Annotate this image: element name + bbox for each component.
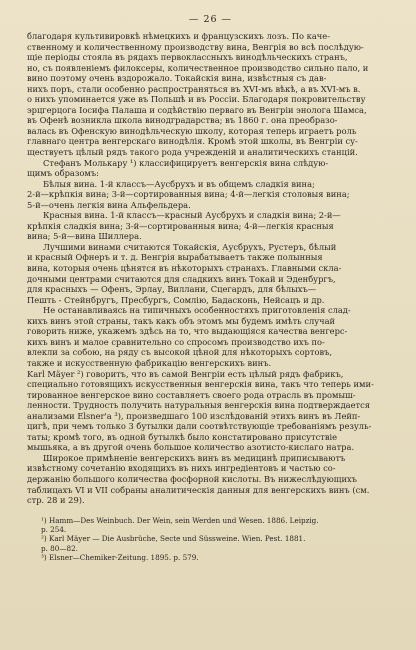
text-line: Лучшими винами считаются Токайскія, Аусбрухъ, Рустеръ, бѣлый xyxy=(43,241,337,252)
text-line: Красныя вина. 1-й классъ—красный Аусбрухъ и сладкія вина; 2-й— xyxy=(43,210,341,221)
text-line: 2-й—крѣпкія вина; 3-й—сортированныя вина; 4-й—легкія столовыя вина; xyxy=(27,189,350,200)
text-line: анализами Elsner'а ³), произведшаго 100 изслѣдованій этихъ винъ въ Лейп- xyxy=(27,410,361,421)
text-line: кихъ винъ и малое сравнительно со спросомъ производство ихъ по- xyxy=(27,336,325,347)
footnotes xyxy=(27,516,394,563)
text-line: влекли за собою, на ряду съ высокой цѣной для нѣкоторыхъ сортовъ, xyxy=(27,347,333,358)
footnote-line: ¹) Hamm—Des Weinbuch. Der Wein, sein Werden und Wesen. 1886. Leipzig. xyxy=(41,515,319,525)
text-line: дочными центрами считаются для сладкихъ винъ Токай и Эденбургъ, xyxy=(27,273,336,284)
text-line: для красныхъ — Офенъ, Эрлау, Виллани, Сцегардъ, для бѣлыхъ— xyxy=(27,284,317,295)
text-line: крѣпкія сладкія вина; 3-й—сортированныя вина; 4-й—легкія красныя xyxy=(27,220,334,231)
text-line: но, съ появленіемъ филоксеры, количественное производство сильно пало, и xyxy=(27,62,369,73)
text-line: таблицахъ VI и VII собраны аналитическія данныя для венгерскихъ винъ (см. xyxy=(27,484,370,495)
text-line: щіе періоды стояла въ рядахъ первоклассныхъ винодѣльческихъ странъ, xyxy=(27,52,348,63)
text-line: въ Офенѣ возникла школа винодградарства; въ 1860 г. она преобразо- xyxy=(27,115,338,126)
text-line: специально готовящихъ искусственныя венгерскія вина, такъ что теперь ими- xyxy=(27,379,374,390)
footnote-line: p. 254. xyxy=(41,525,67,535)
body-text xyxy=(27,31,394,506)
text-line: тированное венгерское вино составляетъ своего рода отрасль въ промыш- xyxy=(27,389,356,400)
text-line: Karl Mäyer ²) говоритъ, что въ самой Венгріи есть цѣлый рядъ фабрикъ, xyxy=(27,368,344,379)
text-line: ществуетъ цѣлый рядъ такого рода учрежденій и аналитическихъ станцій. xyxy=(27,147,358,158)
text-line: вино поэтому очень вздорожало. Токайскія вина, извѣстныя съ дав- xyxy=(27,73,327,84)
text-line: мышьяка, а въ другой очень большое количество азотисто-кислаго натра. xyxy=(27,442,355,453)
text-line: о нихъ упоминается уже въ Польшѣ и въ Россіи. Благодаря покровительству xyxy=(27,94,366,105)
text-line: Бѣлыя вина. 1-й классъ—Аусбрухъ и въ общемъ сладкія вина; xyxy=(43,178,315,189)
text-line: цигѣ, при чемъ только 3 бутылки дали соотвѣтствующіе требованіямъ резуль- xyxy=(27,421,372,432)
footnote-line: ²) Karl Mäyer — Die Ausbrüche, Secte und Süssweine. Wien. Pest. 1881. xyxy=(41,534,306,544)
text-line: Стефанъ Молькару ¹) классифицируетъ венгерскія вина слѣдую- xyxy=(43,157,329,168)
text-line: валась въ Офенскую винодѣльческую школу, которая теперь играетъ роль xyxy=(27,125,357,136)
text-line: извѣстному сочетанію входящихъ въ нихъ ингредіентовъ и частью со- xyxy=(27,463,336,474)
page-number: — 26 — xyxy=(188,14,233,25)
text-line: ственному и количественному производству вина, Венгрія во всѣ послѣдую- xyxy=(27,41,364,52)
text-line: говорить ниже, укажемъ здѣсь на то, что выдающіяся качества венгерс- xyxy=(27,326,348,337)
text-line: главнаго центра венгерскаго винодѣлія. Кромѣ этой школы, въ Венгріи су- xyxy=(27,136,358,147)
text-line: 5-й—очень легкія вина Альфельдера. xyxy=(27,199,191,210)
text-line: и красный Офнеръ и т. д. Венгрія вырабатываетъ также полынныя xyxy=(27,252,323,263)
text-line: щимъ образомъ: xyxy=(27,168,99,179)
text-line: Не останавливаясь на типичныхъ особенностяхъ приготовленія слад- xyxy=(43,305,351,316)
text-line: кихъ винъ этой страны, такъ какъ объ этомъ мы будемъ имѣть случай xyxy=(27,315,336,326)
text-line: Широкое примѣненіе венгерскихъ винъ въ медицинѣ приписываютъ xyxy=(43,452,346,463)
text-line: нихъ поръ, стали особенно распространяться въ XVI-мъ вѣкѣ, а въ XVI-мъ в. xyxy=(27,83,361,94)
text-line: вина; 5-й—вина Шиллера. xyxy=(27,231,142,242)
text-line: таты; кромѣ того, въ одной бутылкѣ было констатировано присутствіе xyxy=(27,431,338,442)
text-line: эрцгерцога Іосифа Палаша и содѣйствію перваго въ Венгріи энолога Шамса, xyxy=(27,104,367,115)
footnote-line: p. 80—82. xyxy=(41,543,78,553)
text-line: Пешть - Стейнбругъ, Пресбургъ, Сомлію, Бадасконь, Нейсацъ и др. xyxy=(27,294,325,305)
text-line: ленности. Трудность получить натуральныя венгерскія вина подтверждается xyxy=(27,400,371,411)
text-line: стр. 28 и 29). xyxy=(27,495,85,506)
text-line: вина, которыя очень цѣнятся въ нѣкоторыхъ странахъ. Главными скла- xyxy=(27,263,342,274)
text-line: также и искусственную фабрикацію венгерскихъ винъ. xyxy=(27,357,272,368)
text-line: держанію большого количества фосфорной кислоты. Въ нижеслѣдующихъ xyxy=(27,473,357,484)
text-line: благодаря культивировкѣ нѣмецкихъ и французскихъ лозъ. По каче- xyxy=(27,31,331,41)
footnote-line: ³) Elsner—Chemiker-Zeitung. 1895. p. 579. xyxy=(41,553,199,563)
